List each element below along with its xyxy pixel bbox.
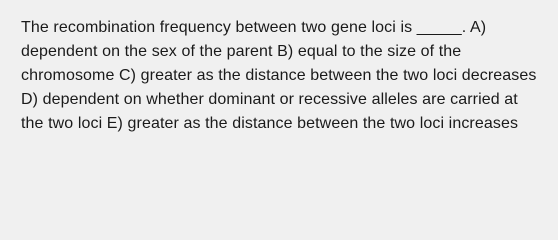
question-text: The recombination frequency between two gene loci is _____. A) dependent on the sex of the parent B) equal to the size of the chromosome C) greater as the distance between the two loci decreases D) dependent on whether dominant or recessive alleles are carried at the two loci E) greater as the distance between the two loci increases (21, 19, 537, 132)
